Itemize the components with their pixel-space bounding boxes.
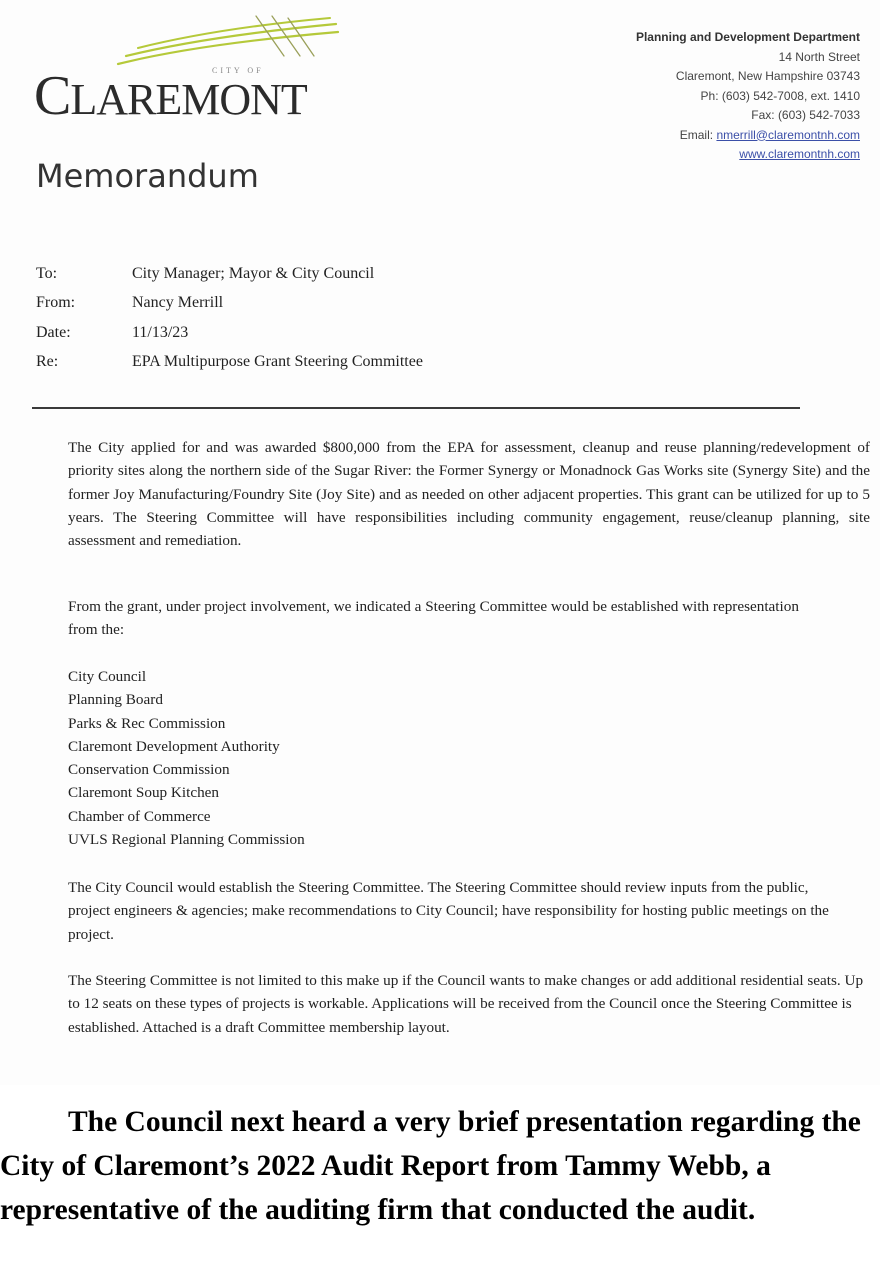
- claremont-wordmark: [34, 65, 307, 127]
- list-item: Planning Board: [68, 691, 163, 709]
- wordmark-initial: C: [34, 65, 71, 127]
- website-link[interactable]: www.claremontnh.com: [739, 147, 860, 161]
- memo-paragraph-representation: From the grant, under project involvement, we indicated a Steering Committee would be established with representation from the:: [68, 598, 799, 639]
- wordmark-rest: LAREMONT: [70, 75, 307, 124]
- department-phone: Ph: (603) 542-7008, ext. 1410: [700, 88, 860, 103]
- committee-member-list: [68, 665, 305, 851]
- memo-paragraph-seats: The Steering Committee is not limited to this make up if the Council wants to make changes or add additional residential seats. Up to 12 seats on these types of projects is workable. Applications will be received from the Council once the Steering Committee is established. Attached is a draft Committee membership layout.: [68, 972, 864, 1036]
- from-row: [36, 289, 423, 319]
- memo-title: Memorandum: [36, 157, 259, 195]
- to-label: To:: [36, 264, 58, 282]
- re-value: EPA Multipurpose Grant Steering Committee: [132, 353, 423, 371]
- re-row: [36, 348, 423, 378]
- memo-paragraph-grant-award: The City applied for and was awarded $800,000 from the EPA for assessment, cleanup and reuse planning/redevelopment of priority sites along the northern side of the Sugar River: the Former Synergy or Monadnock Gas Works site (Synergy Site) and the former Joy Manufacturing/Foundry Site (Joy Site) and as needed on other adjacent properties. This grant can be utilized for up to 5 years. The Steering Committee will have responsibilities including community engagement, reuse/cleanup planning, site assessment and remediation.: [68, 439, 870, 550]
- header-divider: [32, 407, 800, 409]
- to-row: [36, 259, 423, 289]
- city-logo-swoosh-icon: [108, 14, 348, 70]
- department-address-block: [636, 28, 860, 165]
- from-value: Nancy Merrill: [132, 294, 224, 312]
- email-link[interactable]: nmerrill@claremontnh.com: [716, 127, 860, 142]
- department-fax: Fax: (603) 542-7033: [751, 108, 860, 122]
- article-caption: The Council next heard a very brief presentation regarding the City of Claremont’s 2022 Audit Report from Tammy Webb, a representative of the auditing firm that conducted the audit.: [0, 1106, 861, 1226]
- department-city-state-zip: Claremont, New Hampshire 03743: [675, 69, 860, 83]
- email-label: Email:: [679, 127, 717, 142]
- department-name: Planning and Development Department: [635, 30, 860, 44]
- list-item: City Council: [68, 668, 147, 685]
- department-email-line: [636, 126, 860, 146]
- list-item: Conservation Commission: [68, 761, 230, 779]
- re-label: Re:: [36, 353, 59, 371]
- department-street: 14 North Street: [778, 49, 860, 64]
- memo-header-fields: [36, 259, 423, 377]
- list-item: Claremont Development Authority: [68, 737, 280, 755]
- date-label: Date:: [36, 323, 71, 341]
- memo-paragraph-council-role: The City Council would establish the Steering Committee. The Steering Committee should review inputs from the public, project engineers & agencies; make recommendations to City Council; have responsibility for hosting public meetings on the project.: [68, 879, 829, 943]
- list-item: Claremont Soup Kitchen: [68, 784, 220, 802]
- date-value: 11/13/23: [132, 323, 189, 341]
- list-item: UVLS Regional Planning Commission: [68, 831, 305, 849]
- city-logo: [28, 12, 368, 127]
- list-item: Parks & Rec Commission: [68, 714, 226, 732]
- to-value: City Manager; Mayor & City Council: [132, 264, 375, 282]
- date-row: [36, 318, 423, 348]
- from-label: From:: [36, 294, 76, 312]
- list-item: Chamber of Commerce: [68, 807, 211, 825]
- city-of-label: CITY OF: [212, 66, 264, 75]
